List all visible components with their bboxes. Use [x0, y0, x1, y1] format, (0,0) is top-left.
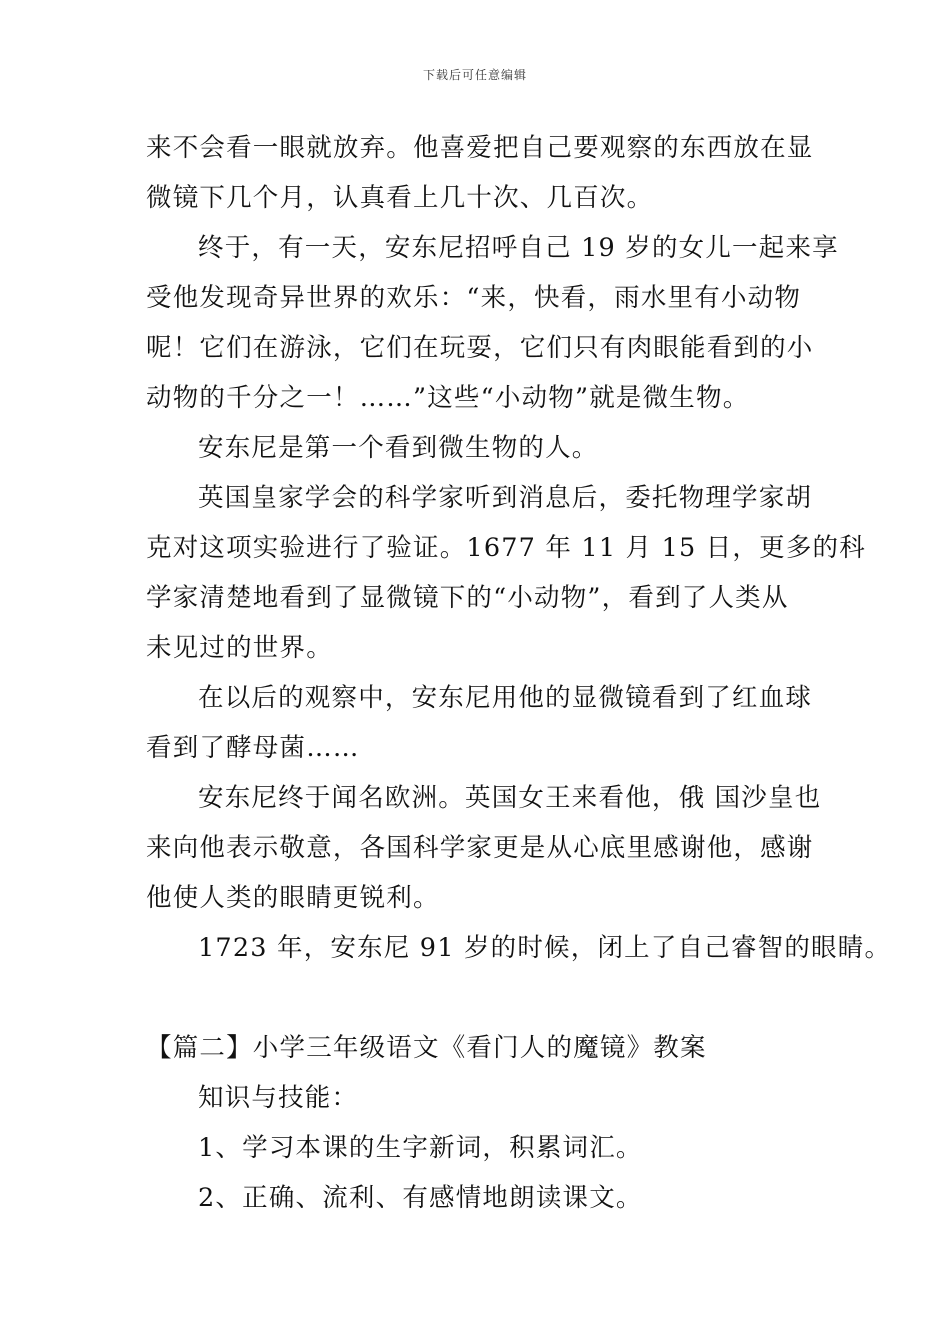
text-line: 安东尼终于闻名欧洲。英国女王来看他，俄 国沙皇也 [198, 783, 822, 813]
text-line: 来不会看一眼就放弃。他喜爱把自己要观察的东西放在显 [146, 133, 814, 163]
text-line: 动物的千分之一！……”这些“小动物”就是微生物。 [146, 383, 750, 413]
text-line: 看到了酵母菌…… [146, 733, 360, 763]
text-line: 在以后的观察中，安东尼用他的显微镜看到了红血球 [198, 683, 813, 713]
text-line: 1723 年，安东尼 91 岁的时候，闭上了自己睿智的眼睛。 [198, 933, 892, 963]
text-line: 呢！它们在游泳，它们在玩耍，它们只有肉眼能看到的小 [146, 333, 814, 363]
section-heading: 【篇二】小学三年级语文《看门人的魔镜》教案 [146, 1033, 707, 1063]
text-line: 2、正确、流利、有感情地朗读课文。 [198, 1183, 643, 1213]
text-line: 受他发现奇异世界的欢乐：“来，快看，雨水里有小动物 [146, 283, 802, 313]
page-header: 下载后可任意编辑 [422, 68, 527, 82]
text-line: 学家清楚地看到了显微镜下的“小动物”，看到了人类从 [146, 583, 789, 613]
text-line: 来向他表示敬意，各国科学家更是从心底里感谢他，感谢 [146, 833, 814, 863]
text-line: 知识与技能： [198, 1083, 359, 1113]
text-line: 英国皇家学会的科学家听到消息后，委托物理学家胡 [198, 483, 813, 513]
text-line: 终于，有一天，安东尼招呼自己 19 岁的女儿一起来享 [198, 233, 839, 263]
text-line: 微镜下几个月，认真看上几十次、几百次。 [146, 183, 654, 213]
text-line: 安东尼是第一个看到微生物的人。 [198, 433, 599, 463]
text-line: 1、学习本课的生字新词，积累词汇。 [198, 1133, 643, 1163]
paragraph-gap [146, 973, 810, 1023]
text-line: 未见过的世界。 [146, 633, 333, 663]
text-line: 他使人类的眼睛更锐利。 [146, 883, 440, 913]
text-line: 克对这项实验进行了验证。1677 年 11 月 15 日，更多的科 [146, 533, 866, 563]
document-body [146, 123, 892, 1223]
